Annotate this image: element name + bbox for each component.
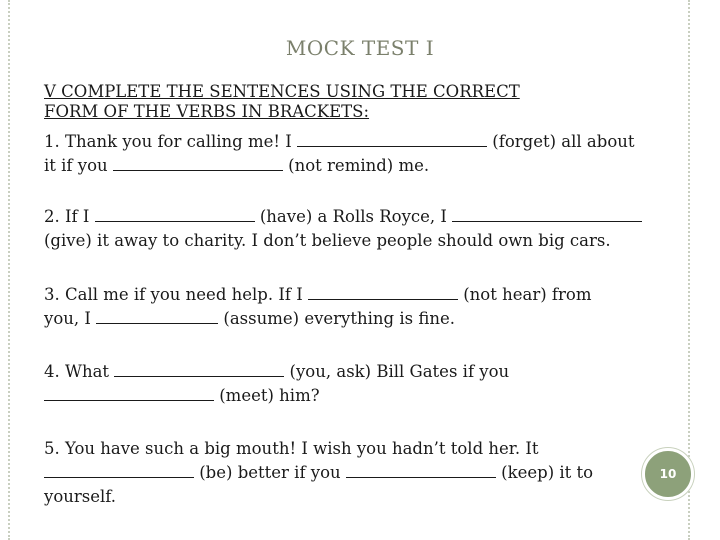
sentence-5-text-c: (keep) it to bbox=[495, 463, 594, 482]
heading-line-1: V COMPLETE THE SENTENCES USING THE CORRECT bbox=[44, 82, 520, 101]
sentence-1-text-c: it if you bbox=[44, 156, 113, 175]
answer-blank[interactable] bbox=[308, 285, 458, 300]
sentence-5-text-d: yourself. bbox=[44, 487, 117, 506]
answer-blank[interactable] bbox=[346, 463, 496, 478]
answer-blank[interactable] bbox=[95, 207, 255, 222]
sentence-4-text-b: (you, ask) Bill Gates if you bbox=[284, 362, 510, 381]
sentence-2-text-a: 2. If I bbox=[44, 207, 95, 226]
left-dotted-border bbox=[8, 0, 10, 540]
sentence-2 bbox=[44, 205, 684, 253]
answer-blank[interactable] bbox=[96, 309, 218, 324]
sentence-3-text-c: you, I bbox=[44, 309, 97, 328]
sentence-1-text-b: (forget) all about bbox=[487, 132, 635, 151]
sentence-3-text-d: (assume) everything is fine. bbox=[218, 309, 455, 328]
answer-blank[interactable] bbox=[114, 362, 284, 377]
answer-blank[interactable] bbox=[44, 463, 194, 478]
exercise-heading bbox=[44, 82, 644, 122]
sentence-2-text-c: (give) it away to charity. I don’t believe people should own big cars. bbox=[44, 231, 611, 250]
answer-blank[interactable] bbox=[297, 132, 487, 147]
answer-blank[interactable] bbox=[44, 386, 214, 401]
sentence-3-text-a: 3. Call me if you need help. If I bbox=[44, 285, 308, 304]
sentence-3 bbox=[44, 283, 684, 331]
sentence-4 bbox=[44, 360, 684, 408]
sentence-5-text-a: 5. You have such a big mouth! I wish you hadn’t told her. It bbox=[44, 439, 539, 458]
sentence-1-text-d: (not remind) me. bbox=[282, 156, 430, 175]
sentence-5 bbox=[44, 437, 644, 509]
slide-title: MOCK TEST I bbox=[285, 36, 435, 60]
answer-blank[interactable] bbox=[452, 207, 642, 222]
sentence-1-text-a: 1. Thank you for calling me! I bbox=[44, 132, 298, 151]
sentence-4-text-c: (meet) him? bbox=[214, 386, 320, 405]
page-number-badge: 10 bbox=[642, 448, 694, 500]
sentence-3-text-b: (not hear) from bbox=[457, 285, 592, 304]
sentence-4-text-a: 4. What bbox=[44, 362, 115, 381]
answer-blank[interactable] bbox=[113, 156, 283, 171]
sentence-5-text-b: (be) better if you bbox=[194, 463, 346, 482]
heading-line-2: FORM OF THE VERBS IN BRACKETS: bbox=[44, 102, 370, 121]
sentence-1 bbox=[44, 130, 684, 178]
sentence-2-text-b: (have) a Rolls Royce, I bbox=[254, 207, 453, 226]
